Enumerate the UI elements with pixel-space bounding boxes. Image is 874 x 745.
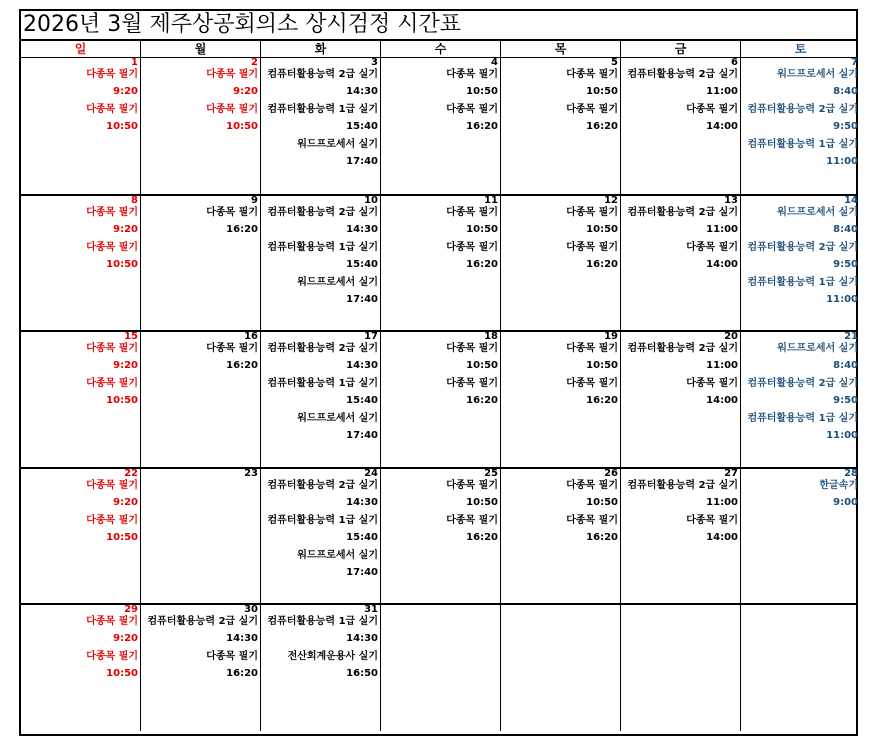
exam-time: 9:20: [113, 86, 138, 97]
day-cell: [501, 58, 621, 194]
calendar-sheet: [19, 9, 858, 736]
exam-event: [741, 104, 858, 135]
exam-name: 워드프로세서 실기: [297, 550, 378, 561]
exam-time: 8:40: [833, 86, 858, 97]
exam-time: 14:00: [706, 259, 738, 270]
exam-time: 15:40: [346, 395, 378, 406]
exam-event: [21, 616, 138, 647]
exam-event: [141, 104, 258, 135]
day-number: 31: [364, 605, 378, 615]
exam-event: [261, 480, 378, 511]
exam-time: 14:30: [346, 224, 378, 235]
exam-time: 15:40: [346, 121, 378, 132]
exam-name: 컴퓨터활용능력 2급 실기: [627, 480, 738, 491]
day-number: 24: [364, 469, 378, 479]
exam-name: 다종목 필기: [566, 343, 618, 354]
day-number: 12: [604, 196, 618, 206]
day-number: 11: [484, 196, 498, 206]
exam-name: 워드프로세서 실기: [297, 277, 378, 288]
exam-time: 16:20: [466, 395, 498, 406]
exam-event: [261, 207, 378, 238]
exam-name: 워드프로세서 실기: [777, 343, 858, 354]
week-row: [21, 469, 856, 605]
day-cell: [381, 196, 501, 330]
day-number: 13: [724, 196, 738, 206]
exam-time: 9:20: [113, 224, 138, 235]
exam-time: 14:30: [346, 497, 378, 508]
exam-event: [501, 480, 618, 511]
exam-time: 16:20: [586, 532, 618, 543]
exam-event: [21, 480, 138, 511]
exam-name: 다종목 필기: [566, 207, 618, 218]
exam-event: [261, 550, 378, 581]
exam-name: 다종목 필기: [446, 480, 498, 491]
exam-time: 10:50: [106, 668, 138, 679]
exam-time: 10:50: [466, 86, 498, 97]
exam-name: 컴퓨터활용능력 2급 실기: [147, 616, 258, 627]
day-cell: [741, 58, 860, 194]
day-cell: [21, 605, 141, 731]
day-number: 1: [131, 58, 138, 68]
exam-time: 14:00: [706, 395, 738, 406]
exam-name: 다종목 필기: [446, 343, 498, 354]
exam-name: 컴퓨터활용능력 2급 실기: [267, 207, 378, 218]
exam-event: [741, 343, 858, 374]
exam-event: [261, 616, 378, 647]
day-cell: [621, 196, 741, 330]
exam-name: 다종목 필기: [686, 242, 738, 253]
exam-event: [21, 242, 138, 273]
exam-event: [381, 378, 498, 409]
exam-name: 컴퓨터활용능력 2급 실기: [627, 207, 738, 218]
day-number: 10: [364, 196, 378, 206]
exam-time: 9:50: [833, 259, 858, 270]
exam-time: 9:50: [833, 121, 858, 132]
day-number: 20: [724, 332, 738, 342]
exam-time: 11:00: [826, 294, 858, 305]
day-number: 26: [604, 469, 618, 479]
exam-name: 다종목 필기: [86, 616, 138, 627]
day-number: [381, 605, 498, 615]
day-number: 23: [244, 469, 258, 479]
exam-name: 다종목 필기: [446, 104, 498, 115]
weekday-header-cell: 토: [794, 42, 807, 56]
exam-event: [741, 69, 858, 100]
exam-name: 컴퓨터활용능력 1급 실기: [267, 242, 378, 253]
exam-time: 16:20: [226, 224, 258, 235]
exam-name: 다종목 필기: [206, 207, 258, 218]
exam-name: 워드프로세서 실기: [777, 207, 858, 218]
exam-name: 한글속기: [819, 480, 858, 491]
exam-time: 9:20: [113, 360, 138, 371]
day-cell: [141, 196, 261, 330]
exam-name: 워드프로세서 실기: [297, 413, 378, 424]
exam-name: 다종목 필기: [86, 515, 138, 526]
day-cell: [501, 196, 621, 330]
exam-event: [741, 277, 858, 308]
exam-time: 16:20: [586, 395, 618, 406]
exam-name: 다종목 필기: [566, 104, 618, 115]
exam-name: 다종목 필기: [86, 343, 138, 354]
exam-time: 10:50: [466, 497, 498, 508]
exam-time: 15:40: [346, 259, 378, 270]
exam-name: 컴퓨터활용능력 2급 실기: [267, 69, 378, 80]
day-number: 16: [244, 332, 258, 342]
exam-name: 컴퓨터활용능력 2급 실기: [627, 69, 738, 80]
exam-event: [741, 207, 858, 238]
day-cell: [501, 469, 621, 603]
exam-event: [261, 104, 378, 135]
exam-event: [261, 515, 378, 546]
day-cell: [141, 332, 261, 467]
exam-event: [381, 343, 498, 374]
day-cell: [141, 605, 261, 731]
day-number: 17: [364, 332, 378, 342]
exam-time: 10:50: [106, 532, 138, 543]
exam-event: [381, 69, 498, 100]
exam-name: 다종목 필기: [86, 378, 138, 389]
day-cell: [621, 469, 741, 603]
exam-time: 16:20: [226, 360, 258, 371]
exam-name: 컴퓨터활용능력 1급 실기: [747, 413, 858, 424]
exam-name: 컴퓨터활용능력 1급 실기: [747, 277, 858, 288]
exam-event: [741, 480, 858, 511]
exam-event: [621, 104, 738, 135]
weekday-header-cell: 금: [621, 41, 741, 57]
day-cell: [621, 332, 741, 467]
exam-event: [621, 69, 738, 100]
exam-event: [141, 207, 258, 238]
exam-name: 다종목 필기: [566, 242, 618, 253]
exam-event: [621, 515, 738, 546]
exam-event: [501, 343, 618, 374]
exam-time: 10:50: [586, 497, 618, 508]
exam-event: [141, 651, 258, 682]
day-cell: [381, 469, 501, 603]
exam-time: 17:40: [346, 156, 378, 167]
exam-time: 11:00: [706, 224, 738, 235]
calendar-grid: [21, 58, 856, 731]
day-cell: [621, 58, 741, 194]
exam-event: [741, 378, 858, 409]
day-cell: [261, 332, 381, 467]
exam-time: 11:00: [706, 497, 738, 508]
exam-time: 11:00: [826, 156, 858, 167]
exam-event: [501, 378, 618, 409]
exam-time: 14:00: [706, 532, 738, 543]
exam-name: 다종목 필기: [686, 378, 738, 389]
weekday-header-cell: 월: [141, 41, 261, 57]
day-number: 29: [124, 605, 138, 615]
exam-event: [621, 480, 738, 511]
day-cell: [261, 469, 381, 603]
exam-event: [141, 343, 258, 374]
exam-time: 9:00: [833, 497, 858, 508]
day-number: 27: [724, 469, 738, 479]
exam-time: 14:30: [346, 86, 378, 97]
exam-name: 다종목 필기: [566, 378, 618, 389]
day-number: 6: [731, 58, 738, 68]
exam-name: 다종목 필기: [86, 480, 138, 491]
exam-time: 10:50: [106, 395, 138, 406]
exam-name: 다종목 필기: [446, 515, 498, 526]
exam-name: 컴퓨터활용능력 1급 실기: [267, 616, 378, 627]
exam-name: 다종목 필기: [86, 651, 138, 662]
exam-name: 다종목 필기: [86, 242, 138, 253]
exam-event: [141, 69, 258, 100]
day-number: 18: [484, 332, 498, 342]
exam-time: 16:20: [586, 121, 618, 132]
day-number: 14: [844, 196, 858, 206]
exam-event: [261, 242, 378, 273]
week-row: [21, 196, 856, 332]
exam-event: [501, 69, 618, 100]
exam-time: 17:40: [346, 430, 378, 441]
exam-event: [621, 242, 738, 273]
exam-time: 10:50: [466, 360, 498, 371]
exam-event: [261, 343, 378, 374]
exam-name: 다종목 필기: [686, 104, 738, 115]
exam-event: [21, 651, 138, 682]
exam-event: [381, 480, 498, 511]
exam-time: 10:50: [586, 86, 618, 97]
exam-name: 컴퓨터활용능력 2급 실기: [267, 480, 378, 491]
exam-event: [21, 378, 138, 409]
day-cell: [21, 332, 141, 467]
day-cell: [21, 469, 141, 603]
exam-event: [381, 207, 498, 238]
day-number: 4: [491, 58, 498, 68]
day-cell: [741, 605, 860, 731]
exam-name: 전산회계운용사 실기: [287, 651, 378, 662]
exam-time: 16:20: [466, 121, 498, 132]
exam-name: 컴퓨터활용능력 2급 실기: [747, 242, 858, 253]
day-cell: [261, 196, 381, 330]
exam-event: [501, 104, 618, 135]
day-number: 19: [604, 332, 618, 342]
weekday-header: [21, 41, 856, 58]
day-cell: [381, 605, 501, 731]
exam-time: 14:30: [346, 360, 378, 371]
exam-time: 15:40: [346, 532, 378, 543]
exam-name: 다종목 필기: [566, 480, 618, 491]
day-cell: [621, 605, 741, 731]
day-number: 25: [484, 469, 498, 479]
exam-name: 다종목 필기: [86, 207, 138, 218]
page-title: 2026년 3월 제주상공회의소 상시검정 시간표: [21, 11, 856, 41]
day-number: 9: [251, 196, 258, 206]
day-cell: [381, 58, 501, 194]
day-number: 7: [851, 58, 858, 68]
exam-time: 8:40: [833, 360, 858, 371]
exam-name: 컴퓨터활용능력 2급 실기: [747, 104, 858, 115]
exam-name: 다종목 필기: [446, 207, 498, 218]
exam-event: [261, 378, 378, 409]
exam-name: 다종목 필기: [86, 104, 138, 115]
exam-event: [21, 343, 138, 374]
exam-event: [261, 69, 378, 100]
exam-name: 컴퓨터활용능력 1급 실기: [267, 378, 378, 389]
exam-name: 다종목 필기: [686, 515, 738, 526]
exam-time: 16:20: [466, 532, 498, 543]
day-number: 15: [124, 332, 138, 342]
exam-name: 컴퓨터활용능력 2급 실기: [267, 343, 378, 354]
day-number: 22: [124, 469, 138, 479]
weekday-header-cell: 일: [21, 41, 141, 57]
exam-time: 10:50: [106, 259, 138, 270]
exam-event: [381, 515, 498, 546]
day-cell: [261, 605, 381, 731]
day-number: [741, 605, 858, 615]
exam-name: 다종목 필기: [86, 69, 138, 80]
exam-event: [21, 207, 138, 238]
week-row: [21, 332, 856, 469]
day-cell: [141, 58, 261, 194]
exam-time: 10:50: [586, 360, 618, 371]
day-cell: [381, 332, 501, 467]
exam-event: [21, 69, 138, 100]
exam-name: 워드프로세서 실기: [777, 69, 858, 80]
day-number: 8: [131, 196, 138, 206]
exam-time: 16:20: [466, 259, 498, 270]
exam-name: 다종목 필기: [206, 104, 258, 115]
exam-name: 다종목 필기: [446, 242, 498, 253]
day-cell: [21, 58, 141, 194]
exam-event: [741, 413, 858, 444]
exam-event: [21, 515, 138, 546]
exam-event: [501, 515, 618, 546]
exam-name: 컴퓨터활용능력 2급 실기: [747, 378, 858, 389]
exam-name: 컴퓨터활용능력 1급 실기: [267, 515, 378, 526]
weekday-header-cell: 화: [261, 41, 381, 57]
exam-name: 다종목 필기: [206, 69, 258, 80]
exam-event: [261, 413, 378, 444]
exam-name: 다종목 필기: [566, 515, 618, 526]
exam-time: 17:40: [346, 567, 378, 578]
day-cell: [501, 605, 621, 731]
exam-time: 14:00: [706, 121, 738, 132]
day-cell: [741, 196, 860, 330]
day-number: 3: [371, 58, 378, 68]
exam-event: [381, 242, 498, 273]
exam-event: [261, 277, 378, 308]
exam-name: 다종목 필기: [446, 69, 498, 80]
exam-event: [21, 104, 138, 135]
day-number: [501, 605, 618, 615]
exam-name: 다종목 필기: [446, 378, 498, 389]
exam-event: [261, 651, 378, 682]
exam-time: 10:50: [586, 224, 618, 235]
exam-time: 10:50: [226, 121, 258, 132]
exam-event: [621, 343, 738, 374]
day-cell: [501, 332, 621, 467]
exam-time: 9:20: [113, 497, 138, 508]
exam-name: 컴퓨터활용능력 1급 실기: [267, 104, 378, 115]
exam-time: 16:20: [226, 668, 258, 679]
exam-event: [501, 242, 618, 273]
day-number: [621, 605, 738, 615]
exam-time: 9:50: [833, 395, 858, 406]
day-cell: [741, 332, 860, 467]
exam-time: 9:20: [233, 86, 258, 97]
exam-time: 14:30: [346, 633, 378, 644]
exam-event: [741, 139, 858, 170]
exam-time: 10:50: [466, 224, 498, 235]
exam-name: 다종목 필기: [566, 69, 618, 80]
day-cell: [21, 196, 141, 330]
exam-time: 11:00: [706, 360, 738, 371]
day-number: 2: [251, 58, 258, 68]
exam-name: 컴퓨터활용능력 2급 실기: [627, 343, 738, 354]
exam-name: 컴퓨터활용능력 1급 실기: [747, 139, 858, 150]
exam-time: 17:40: [346, 294, 378, 305]
exam-time: 10:50: [106, 121, 138, 132]
day-number: 28: [844, 469, 858, 479]
day-cell: [261, 58, 381, 194]
day-number: 5: [611, 58, 618, 68]
exam-event: [141, 616, 258, 647]
exam-name: 다종목 필기: [206, 651, 258, 662]
exam-event: [501, 207, 618, 238]
week-row: [21, 58, 856, 196]
exam-time: 16:50: [346, 668, 378, 679]
exam-time: 8:40: [833, 224, 858, 235]
day-cell: [141, 469, 261, 603]
day-number: 21: [844, 332, 858, 342]
exam-event: [621, 207, 738, 238]
exam-name: 다종목 필기: [206, 343, 258, 354]
exam-name: 워드프로세서 실기: [297, 139, 378, 150]
exam-time: 11:00: [826, 430, 858, 441]
weekday-header-cell: 목: [501, 41, 621, 57]
weekday-header-cell: 수: [381, 41, 501, 57]
day-number: 30: [244, 605, 258, 615]
exam-event: [621, 378, 738, 409]
exam-time: 11:00: [706, 86, 738, 97]
exam-time: 9:20: [113, 633, 138, 644]
day-cell: [741, 469, 860, 603]
exam-time: 14:30: [226, 633, 258, 644]
week-row: [21, 605, 856, 731]
exam-event: [381, 104, 498, 135]
exam-time: 16:20: [586, 259, 618, 270]
exam-event: [741, 242, 858, 273]
exam-event: [261, 139, 378, 170]
